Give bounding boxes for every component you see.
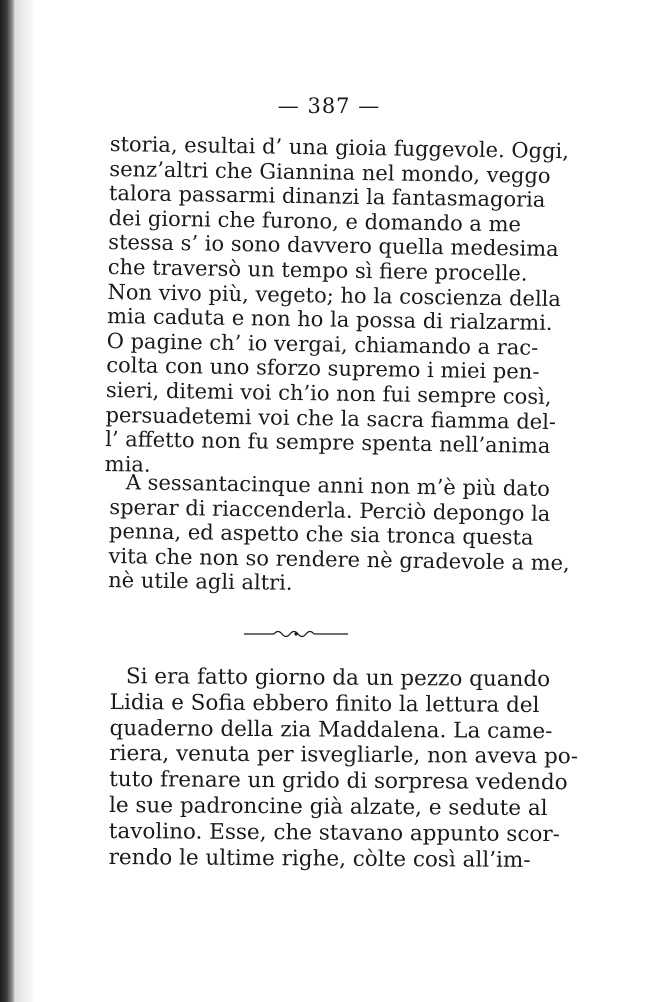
text-line: Non vivo più, vegeto; ho la coscienza della [107,279,562,311]
text-line: mia. [104,451,151,477]
paragraph-3 [108,664,579,873]
text-line: tuto frenare un grido di sorpresa vedendo [109,767,568,796]
text-line: persuadetemi voi che la sacra fiamma del- [105,402,557,434]
text-line: mia caduta e non ho la possa di rialzarmi. [106,304,553,336]
page-number: — 387 — [277,94,381,118]
text-line: sieri, ditemi voi ch’io non fui sempre così, [105,377,552,409]
spine-shadow [16,0,36,1002]
text-line: rendo le ultime righe, còlte così all’im- [108,844,531,873]
text-line: quaderno della zia Maddalena. La came- [109,715,553,744]
text-line: le sue padroncine già alzate, e sedute al [108,792,548,822]
text-line: tavolino. Esse, che stavano appunto scor- [108,818,561,847]
text-line: riera, venuta per isvegliarle, non aveva po- [109,741,579,770]
text-line: A sessantacinque anni non m’è più dato [125,470,551,501]
ornamental-divider-icon [244,627,348,641]
paragraph-2 [108,470,570,599]
text-line: colta con uno sforzo supremo i miei pen- [106,353,540,385]
text-line: O pagine ch’ io vergai, chiamando a rac- [106,328,539,360]
text-line: storia, esultai d’ una gioia fuggevole. Oggi, [109,132,570,164]
text-line: sperar di riaccenderla. Perciò depongo la [109,494,551,526]
text-line: vita che non so rendere nè gradevole a me, [108,543,570,576]
book-spine-edge [0,0,16,1002]
text-line: dei giorni che furono, e domando a me [108,205,522,237]
text-line: penna, ed aspetto che sia tronca questa [108,519,534,550]
text-line: talora passarmi dinanzi la fantasmagoria [108,181,546,213]
text-line: nè utile agli altri. [108,568,293,596]
text-line: che traversò un tempo sì fiere procelle. [107,254,528,286]
text-line: senz’altri che Giannina nel mondo, veggo [109,156,551,188]
text-line: l’ affetto non fu sempre spenta nell’anima [104,427,551,459]
paragraph-1 [104,132,570,482]
text-line: Si era fatto giorno da un pezzo quando [125,664,551,693]
text-line: Lidia e Sofia ebbero finito la lettura del [109,689,540,718]
text-line: stessa s’ io sono davvero quella medesima [108,230,559,262]
